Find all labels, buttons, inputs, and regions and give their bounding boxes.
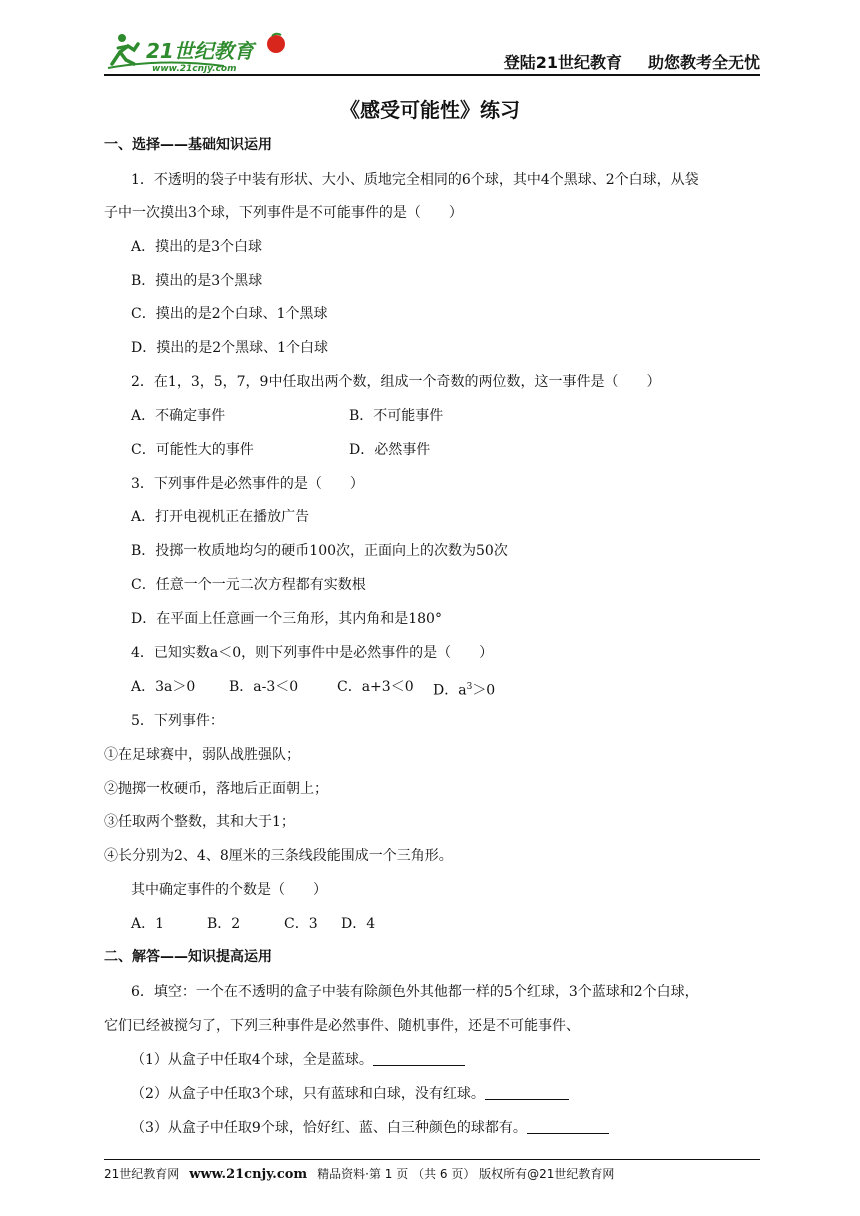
q6-stem-line1: 6．填空：一个在不透明的盒子中装有除颜色外其他都一样的5个红球，3个蓝球和2个白球，: [131, 984, 699, 1000]
q4-option-b: B．a-3＜0: [229, 679, 299, 695]
q5-option-c: C．3: [284, 916, 318, 932]
q6-sub-3: [131, 1119, 609, 1137]
q2-option-c: C．可能性大的事件: [131, 442, 254, 458]
q4-option-d-suffix: ＞0: [472, 682, 496, 699]
footer-page-info: 精品资料·第 1 页 （共 6 页） 版权所有@21世纪教育网: [317, 1167, 615, 1181]
page-header: [104, 26, 760, 76]
page-footer: [104, 1165, 760, 1182]
q2-option-d: D．必然事件: [349, 442, 431, 458]
q2-option-a: A．不确定事件: [131, 408, 226, 424]
page-title: 《感受可能性》练习: [340, 98, 520, 122]
footer-divider: [104, 1159, 760, 1160]
q6-sub-1: [131, 1051, 465, 1069]
slogan-login: 登陆21世纪教育: [503, 53, 622, 72]
q2-stem: 2．在1，3，5，7，9中任取出两个数，组成一个奇数的两位数，这一事件是（ ）: [131, 374, 661, 390]
q6-sub-2-answer-blank[interactable]: [485, 1085, 569, 1100]
q3-stem: 3．下列事件是必然事件的是（ ）: [131, 476, 364, 492]
q3-option-c: C．任意一个一元二次方程都有实数根: [131, 577, 366, 593]
q1-stem-line2: 子中一次摸出3个球，下列事件是不可能事件的是（ ）: [104, 205, 463, 221]
section-heading-1: 一、选择——基础知识运用: [104, 137, 272, 153]
q1-stem-line1: 1．不透明的袋子中装有形状、大小、质地完全相同的6个球，其中4个黑球、2个白球，从袋: [131, 172, 699, 188]
q5-ask: 其中确定事件的个数是（ ）: [131, 882, 327, 898]
q6-sub-1-answer-blank[interactable]: [373, 1051, 465, 1066]
q4-stem: 4．已知实数a＜0，则下列事件中是必然事件的是（ ）: [131, 645, 494, 661]
q4-option-a: A．3a＞0: [131, 679, 196, 695]
q4-option-d-prefix: D．a: [433, 682, 467, 699]
q5-item-1: ①在足球赛中，弱队战胜强队；: [104, 747, 300, 763]
logo-text: 21世纪教育: [146, 39, 254, 63]
q1-option-a: A．摸出的是3个白球: [131, 239, 263, 255]
q3-option-a: A．打开电视机正在播放广告: [131, 509, 310, 525]
q5-option-a: A．1: [131, 916, 165, 932]
q5-item-2: ②抛掷一枚硬币，落地后正面朝上；: [104, 781, 328, 797]
q6-sub-2-text: （2）从盒子中任取3个球，只有蓝球和白球，没有红球。: [131, 1086, 485, 1102]
q6-sub-1-text: （1）从盒子中任取4个球，全是蓝球。: [131, 1052, 373, 1068]
q5-stem: 5．下列事件：: [131, 713, 224, 729]
q3-option-d: D．在平面上任意画一个三角形，其内角和是180°: [131, 611, 442, 627]
q6-sub-3-answer-blank[interactable]: [527, 1119, 609, 1134]
q1-option-c: C．摸出的是2个白球、1个黑球: [131, 306, 328, 322]
q5-option-d: D．4: [341, 916, 376, 932]
site-logo: [104, 30, 304, 74]
header-slogan: [504, 50, 760, 73]
q4-option-c: C．a+3＜0: [337, 679, 414, 695]
q1-option-b: B．摸出的是3个黑球: [131, 273, 263, 289]
footer-url[interactable]: www.21cnjy.com: [189, 1167, 308, 1182]
q6-stem-line2: 它们已经被搅匀了，下列三种事件是必然事件、随机事件，还是不可能事件、: [104, 1018, 580, 1034]
q4-option-d-exponent: 3: [466, 682, 473, 692]
q1-option-d: D．摸出的是2个黑球、1个白球: [131, 340, 329, 356]
logo-url: www.21cnjy.com: [152, 64, 237, 74]
q2-option-b: B．不可能事件: [349, 408, 444, 424]
q5-item-3: ③任取两个整数，其和大于1；: [104, 814, 295, 830]
q6-sub-2: [131, 1085, 569, 1103]
footer-site: 21世纪教育网: [104, 1167, 180, 1181]
q5-item-4: ④长分别为2、4、8厘米的三条线段能围成一个三角形。: [104, 848, 453, 864]
q5-option-b: B．2: [207, 916, 241, 932]
q6-sub-3-text: （3）从盒子中任取9个球，恰好红、蓝、白三种颜色的球都有。: [131, 1120, 527, 1136]
slogan-help: 助您教考全无忧: [647, 53, 760, 72]
header-divider: [104, 74, 760, 76]
q4-option-d: [433, 678, 495, 700]
q3-option-b: B．投掷一枚质地均匀的硬币100次，正面向上的次数为50次: [131, 543, 508, 559]
section-heading-2: 二、解答——知识提高运用: [104, 949, 272, 965]
